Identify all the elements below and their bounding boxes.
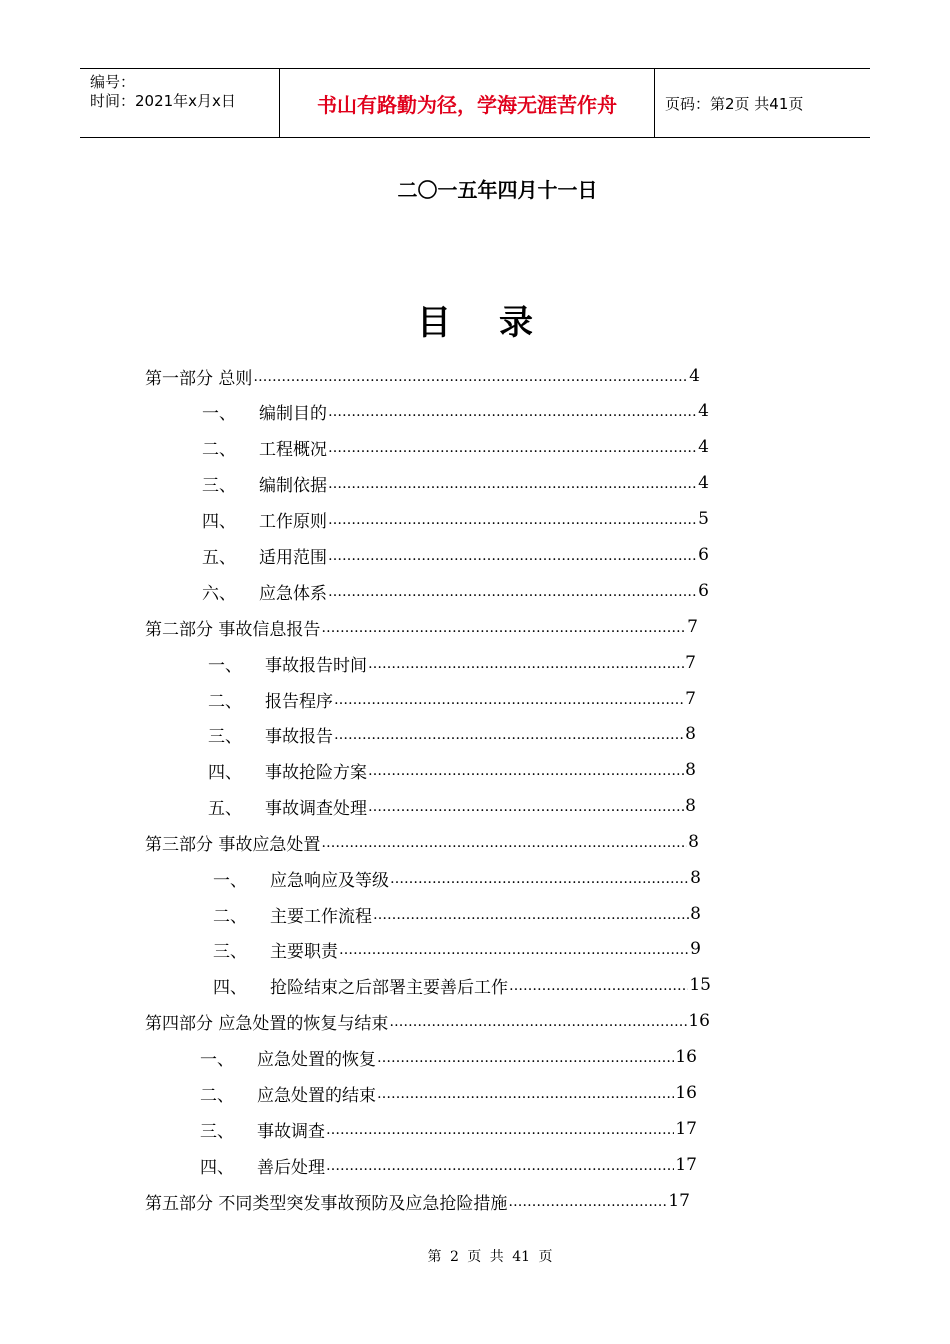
toc-entry-page: 8 <box>685 760 696 780</box>
toc-entry-number: 二、 <box>213 906 247 927</box>
toc-entry[interactable] <box>200 1152 697 1178</box>
toc-entry[interactable] <box>208 793 696 819</box>
toc-entry-number: 四、 <box>208 762 242 783</box>
toc-entry-page: 7 <box>685 689 696 709</box>
toc-entry-number: 三、 <box>200 1121 234 1142</box>
header-meta <box>80 69 280 137</box>
toc-entry-page: 8 <box>690 868 701 888</box>
toc-leader-dots <box>339 942 689 958</box>
toc-entry[interactable] <box>200 1044 697 1070</box>
toc-entry[interactable] <box>208 721 696 747</box>
toc-leader-dots <box>334 727 684 743</box>
toc-entry[interactable] <box>202 398 709 424</box>
page-footer: 第 2 页 共 41 页 <box>427 1249 553 1265</box>
toc-entry-label: 编制依据 <box>259 475 327 496</box>
toc-entry[interactable] <box>208 650 696 676</box>
toc-entry-label: 事故调查处理 <box>265 798 367 819</box>
toc-entry[interactable] <box>213 972 711 998</box>
toc-entry-number: 六、 <box>202 583 236 604</box>
toc-entry-number: 四、 <box>202 511 236 532</box>
toc-entry-page: 16 <box>688 1011 710 1031</box>
toc-entry-page: 4 <box>698 473 709 493</box>
toc-entry-page: 16 <box>675 1047 697 1067</box>
document-date: 二〇一五年四月十一日 <box>397 178 598 202</box>
toc-entry-number: 一、 <box>200 1049 234 1070</box>
toc-entry-label: 第二部分 事故信息报告 <box>145 619 321 640</box>
toc-entry[interactable] <box>200 1080 697 1106</box>
toc-entry-page: 7 <box>687 617 698 637</box>
toc-entry-label: 第四部分 应急处置的恢复与结束 <box>145 1013 389 1034</box>
toc-entry-number: 五、 <box>202 547 236 568</box>
toc-entry-number: 三、 <box>208 726 242 747</box>
toc-entry-page: 4 <box>689 366 700 386</box>
page-header <box>80 68 870 138</box>
toc-entry-number: 一、 <box>202 403 236 424</box>
toc-leader-dots <box>326 1122 674 1138</box>
toc-entry-number: 四、 <box>200 1157 234 1178</box>
toc-entry-label: 事故抢险方案 <box>265 762 367 783</box>
toc-leader-dots <box>373 907 689 923</box>
toc-entry-number: 三、 <box>213 941 247 962</box>
toc-entry-page: 4 <box>698 437 709 457</box>
toc-entry-page: 8 <box>688 832 699 852</box>
toc-leader-dots <box>509 978 688 994</box>
toc-entry-page: 8 <box>685 724 696 744</box>
toc-entry[interactable] <box>213 901 701 927</box>
toc-entry-number: 五、 <box>208 798 242 819</box>
toc-entry-label: 报告程序 <box>265 691 333 712</box>
toc-entry[interactable] <box>145 614 698 640</box>
toc-entry-label: 第一部分 总则 <box>145 368 253 389</box>
toc-entry-number: 二、 <box>208 691 242 712</box>
toc-entry-label: 第五部分 不同类型突发事故预防及应急抢险措施 <box>145 1193 508 1214</box>
toc-leader-dots <box>368 763 684 779</box>
toc-entry-label: 工作原则 <box>259 511 327 532</box>
toc-leader-dots <box>390 871 689 887</box>
toc-entry-page: 8 <box>685 796 696 816</box>
toc-entry-label: 第三部分 事故应急处置 <box>145 834 321 855</box>
toc-leader-dots <box>328 512 697 528</box>
toc-entry-label: 抢险结束之后部署主要善后工作 <box>270 977 508 998</box>
toc-leader-dots <box>368 656 684 672</box>
toc-entry-label: 事故报告时间 <box>265 655 367 676</box>
toc-entry[interactable] <box>202 542 709 568</box>
toc-entry-label: 主要职责 <box>270 941 338 962</box>
toc-leader-dots <box>321 835 687 851</box>
toc-leader-dots <box>328 404 697 420</box>
toc-entry[interactable] <box>208 686 696 712</box>
toc-leader-dots <box>389 1014 687 1030</box>
toc-entry-number: 一、 <box>213 870 247 891</box>
toc-entry[interactable] <box>145 1188 690 1214</box>
toc-leader-dots <box>368 799 684 815</box>
toc-entry-label: 应急处置的恢复 <box>257 1049 376 1070</box>
toc-entry-page: 6 <box>698 581 709 601</box>
toc-entry-page: 6 <box>698 545 709 565</box>
toc-entry-page: 17 <box>668 1191 690 1211</box>
toc-entry[interactable] <box>213 865 701 891</box>
toc-leader-dots <box>328 548 697 564</box>
toc-title: 目录 <box>417 303 581 343</box>
toc-entry[interactable] <box>200 1116 697 1142</box>
toc-leader-dots <box>508 1194 667 1210</box>
toc-entry[interactable] <box>202 506 709 532</box>
toc-leader-dots <box>321 620 686 636</box>
toc-entry-label: 应急体系 <box>259 583 327 604</box>
toc-entry-page: 15 <box>689 975 711 995</box>
toc-entry-number: 一、 <box>208 655 242 676</box>
toc-entry-label: 应急处置的结束 <box>257 1085 376 1106</box>
toc-entry-label: 工程概况 <box>259 439 327 460</box>
toc-entry-page: 5 <box>698 509 709 529</box>
toc-entry-page: 7 <box>685 653 696 673</box>
toc-entry[interactable] <box>145 829 699 855</box>
toc-entry-page: 17 <box>675 1119 697 1139</box>
toc-leader-dots <box>377 1086 674 1102</box>
toc-entry-label: 主要工作流程 <box>270 906 372 927</box>
toc-leader-dots <box>328 476 697 492</box>
toc-leader-dots <box>253 369 688 385</box>
header-motto: 书山有路勤为径，学海无涯苦作舟 <box>280 69 655 137</box>
toc-leader-dots <box>326 1158 674 1174</box>
toc-leader-dots <box>334 692 684 708</box>
toc-entry-label: 事故报告 <box>265 726 333 747</box>
toc-entry-label: 编制目的 <box>259 403 327 424</box>
toc-entry[interactable] <box>145 1008 710 1034</box>
toc-entry[interactable] <box>213 936 701 962</box>
header-time-label: 时间：2021年x月x日 <box>90 92 236 110</box>
toc-entry-page: 17 <box>675 1155 697 1175</box>
toc-entry[interactable] <box>208 757 696 783</box>
toc-entry-label: 事故调查 <box>257 1121 325 1142</box>
toc-entry-label: 应急响应及等级 <box>270 870 389 891</box>
toc-entry-page: 16 <box>675 1083 697 1103</box>
toc-entry-label: 善后处理 <box>257 1157 325 1178</box>
toc-entry-number: 二、 <box>202 439 236 460</box>
toc-entry-page: 8 <box>690 904 701 924</box>
toc-entry-page: 9 <box>690 939 701 959</box>
toc-entry[interactable] <box>202 434 709 460</box>
toc-leader-dots <box>377 1050 674 1066</box>
toc-entry[interactable] <box>145 363 700 389</box>
toc-entry[interactable] <box>202 578 709 604</box>
toc-entry-label: 适用范围 <box>259 547 327 568</box>
toc-leader-dots <box>328 584 697 600</box>
toc-entry-number: 二、 <box>200 1085 234 1106</box>
header-page-info: 页码：第2页 共41页 <box>665 94 804 113</box>
header-number-label: 编号： <box>90 73 136 91</box>
toc-entry-number: 四、 <box>213 977 247 998</box>
toc-entry-number: 三、 <box>202 475 236 496</box>
toc-entry-page: 4 <box>698 401 709 421</box>
toc-entry[interactable] <box>202 470 709 496</box>
toc-leader-dots <box>328 440 697 456</box>
